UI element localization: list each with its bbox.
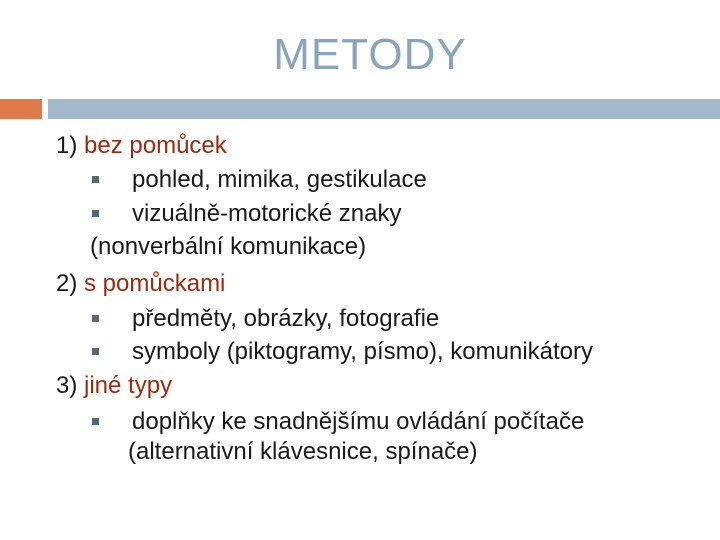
section-title: bez pomůcek xyxy=(84,132,227,159)
section-heading-2 xyxy=(56,272,225,296)
slide-title: METODY xyxy=(273,30,467,79)
section-title: s pomůckami xyxy=(84,270,226,297)
section-heading-1 xyxy=(56,134,227,158)
section-number: 2) xyxy=(56,270,85,297)
list-item: symboly (piktogramy, písmo), komunikátory xyxy=(132,338,594,365)
bullet-icon xyxy=(92,418,99,425)
bullet-icon xyxy=(92,315,99,322)
bullet-icon xyxy=(92,348,99,355)
bullet-icon xyxy=(92,176,99,183)
section-note: (nonverbální komunikace) xyxy=(90,233,367,260)
bullet-icon xyxy=(92,210,99,217)
list-item: pohled, mimika, gestikulace xyxy=(132,166,427,193)
list-item-continuation: (alternativní klávesnice, spínače) xyxy=(128,438,478,465)
list-item: předměty, obrázky, fotografie xyxy=(132,305,440,332)
list-item: vizuálně-motorické znaky xyxy=(132,200,402,227)
section-number: 1) xyxy=(56,132,85,159)
list-item: doplňky ke snadnějšímu ovládání počítače xyxy=(132,408,585,435)
section-number: 3) xyxy=(56,372,85,399)
section-title: jiné typy xyxy=(84,372,173,399)
section-heading-3 xyxy=(56,374,172,398)
